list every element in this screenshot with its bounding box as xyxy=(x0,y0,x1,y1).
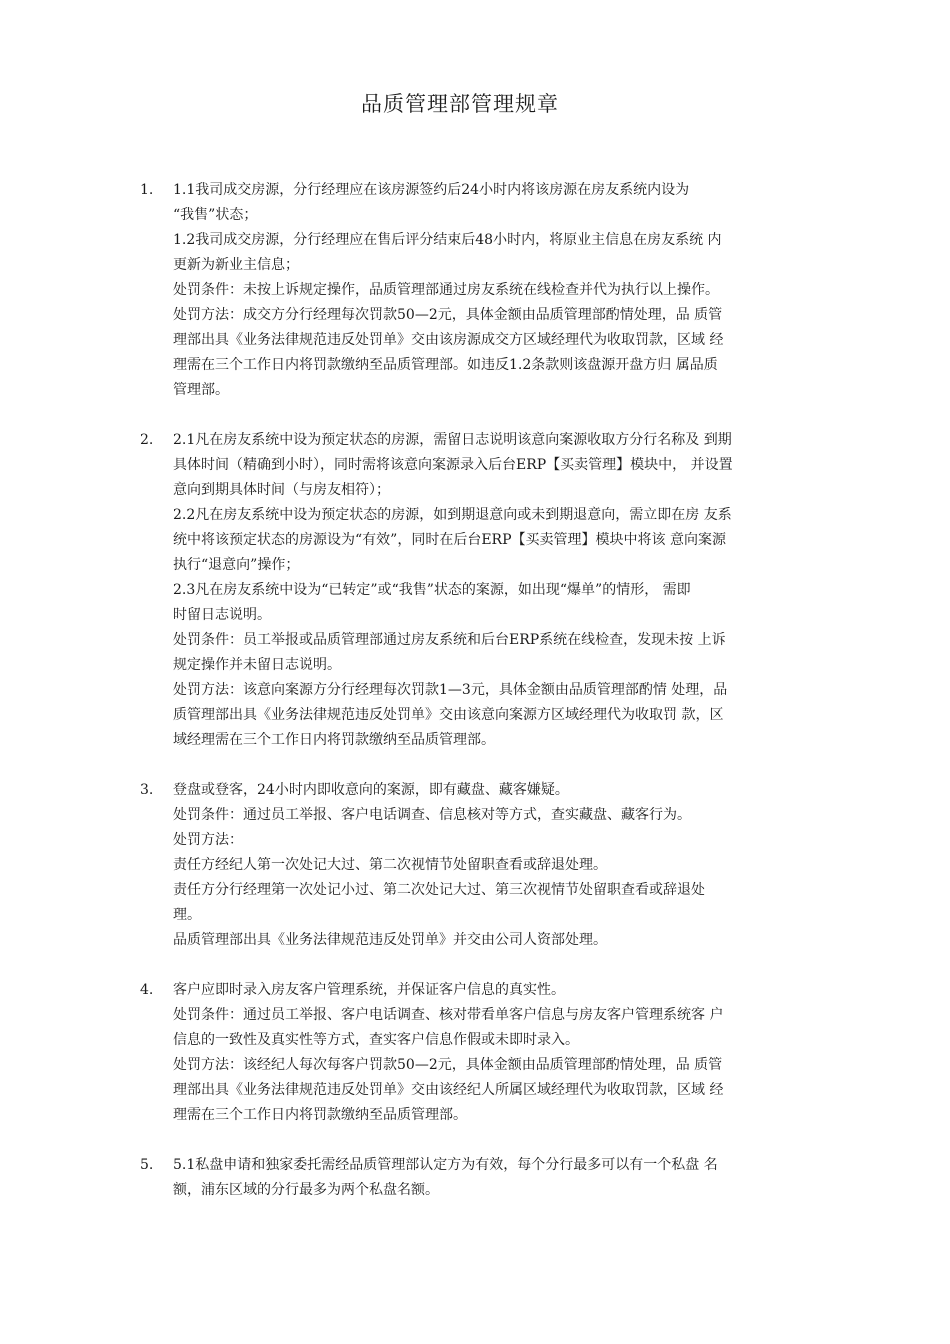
rule-body xyxy=(173,428,820,753)
rule-text-line: 品质管理部出具《业务法律规范违反处罚单》并交由公司人资部处理。 xyxy=(173,932,607,948)
rule-section xyxy=(140,178,820,403)
rule-text-line: 质管理部出具《业务法律规范违反处罚单》交由该意向案源方区域经理代为收取罚 款，区 xyxy=(173,707,724,723)
rule-text-line: 信息的一致性及真实性等方式，查实客户信息作假或未即时录入。 xyxy=(173,1032,579,1048)
rule-text-line: “我售”状态； xyxy=(173,207,258,223)
rule-text-line: 意向到期具体时间（与房友相符）； xyxy=(173,482,390,498)
rule-text-line: 登盘或登客，24小时内即收意向的案源，即有藏盘、藏客嫌疑。 xyxy=(173,782,569,798)
rule-text-line: 责任方分行经理第一次处记小过、第二次处记大过、第三次视情节处留职查看或辞退处 xyxy=(173,882,705,898)
rule-text-line: 处罚条件：通过员工举报、客户电话调查、核对带看单客户信息与房友客户管理系统客 户 xyxy=(173,1007,724,1023)
rule-text-line: 管理部。 xyxy=(173,382,229,398)
rule-text-line: 2.1凡在房友系统中设为预定状态的房源，需留日志说明该意向案源收取方分行名称及 到期 xyxy=(173,432,732,448)
rule-text-line: 规定操作并未留日志说明。 xyxy=(173,657,341,673)
rule-text-line: 处罚条件：员工举报或品质管理部通过房友系统和后台ERP系统在线检查，发现未按 上诉 xyxy=(173,632,726,648)
rule-text-line: 1.1我司成交房源，分行经理应在该房源签约后24小时内将该房源在房友系统内设为 xyxy=(173,182,690,198)
rule-number: 3. xyxy=(140,782,154,798)
rule-text-line: 更新为新业主信息； xyxy=(173,257,299,273)
rule-section xyxy=(140,778,820,953)
rule-body xyxy=(173,178,820,403)
rule-text-line: 理需在三个工作日内将罚款缴纳至品质管理部。如违反1.2条款则该盘源开盘方归 属品质 xyxy=(173,357,718,373)
rule-text-line: 处罚方法：该经纪人每次每客户罚款50—2元，具体金额由品质管理部酌情处理，品 质管 xyxy=(173,1057,723,1073)
rule-section xyxy=(140,1153,820,1203)
rules-list xyxy=(140,178,820,1228)
rule-text-line: 责任方经纪人第一次处记大过、第二次视情节处留职查看或辞退处理。 xyxy=(173,857,607,873)
rule-text-line: 处罚方法：该意向案源方分行经理每次罚款1—3元，具体金额由品质管理部酌情 处理，品 xyxy=(173,682,728,698)
rule-text-line: 额，浦东区域的分行最多为两个私盘名额。 xyxy=(173,1182,439,1198)
rule-text-line: 处罚条件：未按上诉规定操作，品质管理部通过房友系统在线检查并代为执行以上操作。 xyxy=(173,282,719,298)
rule-text-line: 处罚方法： xyxy=(173,832,243,848)
rule-text-line: 理需在三个工作日内将罚款缴纳至品质管理部。 xyxy=(173,1107,467,1123)
rule-section xyxy=(140,428,820,753)
rule-text-line: 理。 xyxy=(173,907,201,923)
rule-text-line: 客户应即时录入房友客户管理系统，并保证客户信息的真实性。 xyxy=(173,982,565,998)
rule-number: 4. xyxy=(140,982,154,998)
rule-body xyxy=(173,978,820,1128)
page-title: 品质管理部管理规章 xyxy=(361,92,559,116)
rule-text-line: 1.2我司成交房源，分行经理应在售后评分结束后48小时内，将原业主信息在房友系统 内 xyxy=(173,232,722,248)
rule-text-line: 处罚条件：通过员工举报、客户电话调查、信息核对等方式，查实藏盘、藏客行为。 xyxy=(173,807,691,823)
rule-text-line: 理部出具《业务法律规范违反处罚单》交由该房源成交方区域经理代为收取罚款，区域 经 xyxy=(173,332,724,348)
rule-body xyxy=(173,1153,820,1203)
rule-text-line: 统中将该预定状态的房源设为“有效”，同时在后台ERP【买卖管理】模块中将该 意向案源 xyxy=(173,532,726,548)
rule-text-line: 具体时间（精确到小时），同时需将该意向案源录入后台ERP【买卖管理】模块中， 并设置 xyxy=(173,457,733,473)
rule-text-line: 5.1私盘申请和独家委托需经品质管理部认定方为有效，每个分行最多可以有一个私盘 名 xyxy=(173,1157,718,1173)
rule-text-line: 理部出具《业务法律规范违反处罚单》交由该经纪人所属区域经理代为收取罚款，区域 经 xyxy=(173,1082,724,1098)
rule-text-line: 2.2凡在房友系统中设为预定状态的房源，如到期退意向或未到期退意向，需立即在房 友系 xyxy=(173,507,732,523)
rule-text-line: 域经理需在三个工作日内将罚款缴纳至品质管理部。 xyxy=(173,732,495,748)
rule-text-line: 时留日志说明。 xyxy=(173,607,271,623)
rule-number: 2. xyxy=(140,432,154,448)
rule-text-line: 执行“退意向”操作； xyxy=(173,557,300,573)
rule-text-line: 2.3凡在房友系统中设为“已转定”或“我售”状态的案源，如出现“爆单”的情形， 需即 xyxy=(173,582,691,598)
rule-number: 1. xyxy=(140,182,154,198)
rule-number: 5. xyxy=(140,1157,154,1173)
rule-section xyxy=(140,978,820,1128)
rule-body xyxy=(173,778,820,953)
rule-text-line: 处罚方法：成交方分行经理每次罚款50—2元，具体金额由品质管理部酌情处理，品 质管 xyxy=(173,307,723,323)
